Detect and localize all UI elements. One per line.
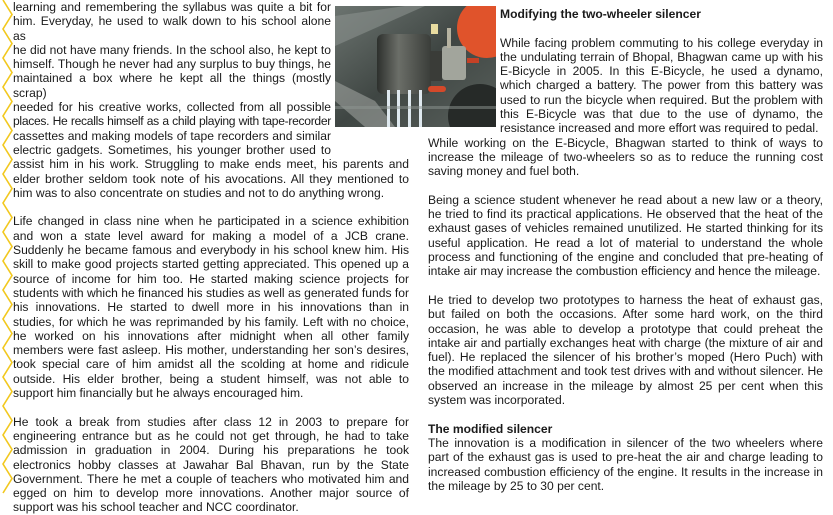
text-line: electric gadgets. Sometimes, his younger brother used to bbox=[13, 142, 331, 157]
right-paragraph-2: Being a science student whenever he read about a new law or a theory, he tried to find its practical applications. He observed that the heat of the exhaust gases of vehicles remained unutilized. He started thinking for its useful application. He read a lot of material to understand the whole process and functioning of the engine and concluded that pre-heating of intake air may increase the combustion efficiency and hence the mileage. bbox=[428, 192, 823, 279]
right-paragraph-1-continued: While working on the E-Bicycle, Bhagwan started to think of ways to increase the mileage of two-wheelers so as to reduce the running cost saving money and fuel both. bbox=[428, 135, 823, 179]
text-line: him. Everyday, he used to walk down to his school alone as bbox=[13, 14, 331, 43]
left-paragraph-2: Life changed in class nine when he participated in a science exhibition and won a state level award for making a model of a JCB crane. Suddenly he became famous and everybody in his school knew him. His skill to make good projects started getting appreciated. This opened up a source of income for him too. He started making science projects for students with which he financed his studies as well as generated funds for his innovations. He started to dwell more in his innovations than in studies, for which he was reprimanded by his family. Left with no choice, he worked on his innovations after midnight when all other family members were fast asleep. His mother, understanding her son’s desires, took special care of him amidst all the scolding at home and ridicule outside. His elder brother, being a student himself, was not able to support him financially but he always encouraged him. bbox=[13, 214, 409, 401]
right-paragraph-4: The innovation is a modification in silencer of the two wheelers where part of the exhaust gas is used to pre-heat the air and charge leading to increased combustion efficiency of the engine. It results in the increase in the mileage by 25 to 30 per cent. bbox=[428, 435, 823, 493]
right-paragraph-3: He tried to develop two prototypes to harness the heat of exhaust gas, but failed on both the occasions. After some hard work, on the third occasion, he was able to develop a prototype that could preheat the intake air and partially exchanges heat with charge (the mixture of air and fuel). He replaced the silencer of his brother’s moped (Hero Puch) with the modified attachment and took test drives with and without silencer. He observed an increase in the mileage by almost 25 per cent when this system was incorporated. bbox=[428, 292, 823, 408]
right-column bbox=[428, 0, 823, 493]
right-indented-block bbox=[500, 0, 823, 136]
text-line: he did not have many friends. In the school also, he kept to bbox=[13, 42, 331, 57]
text-line: himself. Though he never had any surplus to buy things, he bbox=[13, 57, 331, 72]
text-line: cassettes and making models of tape recorders and similar bbox=[13, 128, 331, 143]
left-paragraph-1-wrapped bbox=[13, 0, 331, 157]
right-paragraph-1: While facing problem commuting to his college everyday in the undulating terrain of Bhopal, Bhagwan came up with his E-Bicycle in 2005. In this E-Bicycle, he used a dynamo, which charged a battery. The power from this battery was used to run the bicycle when required. But the problem with this E-Bicycle was that due to the use of dynamo, the resistance increased and more effort was required to pedal. bbox=[500, 35, 823, 136]
text-line: maintained a box where he kept all the things (mostly scrap) bbox=[13, 71, 331, 100]
section-heading-modified-silencer: The modified silencer bbox=[428, 421, 553, 436]
section-heading-modifying-silencer: Modifying the two-wheeler silencer bbox=[500, 7, 701, 21]
text-line: places. He recalls himself as a child playing with tape-recorder bbox=[13, 114, 331, 129]
left-paragraph-1-continued: assist him in his work. Struggling to make ends meet, his parents and elder brother seldom took note of his avocations. All they mentioned to him was to also concentrate on studies and not to do anything wrong. bbox=[13, 157, 409, 200]
text-line: learning and remembering the syllabus was quite a bit for bbox=[13, 0, 331, 14]
left-paragraph-3: He took a break from studies after class 12 in 2003 to prepare for engineering entrance but as he could not get through, he had to take admission in graduation in 2004. During his preparations he took electronics hobby classes at Jawahar Bal Bhavan, run by the State Government. There he met a couple of teachers who motivated him and egged on him to develop more innovations. Another major source of support was his school teacher and NCC coordinator. bbox=[13, 414, 409, 515]
text-line: needed for his creative works, collected from all possible bbox=[13, 100, 331, 115]
decorative-zigzag-border bbox=[0, 0, 14, 502]
